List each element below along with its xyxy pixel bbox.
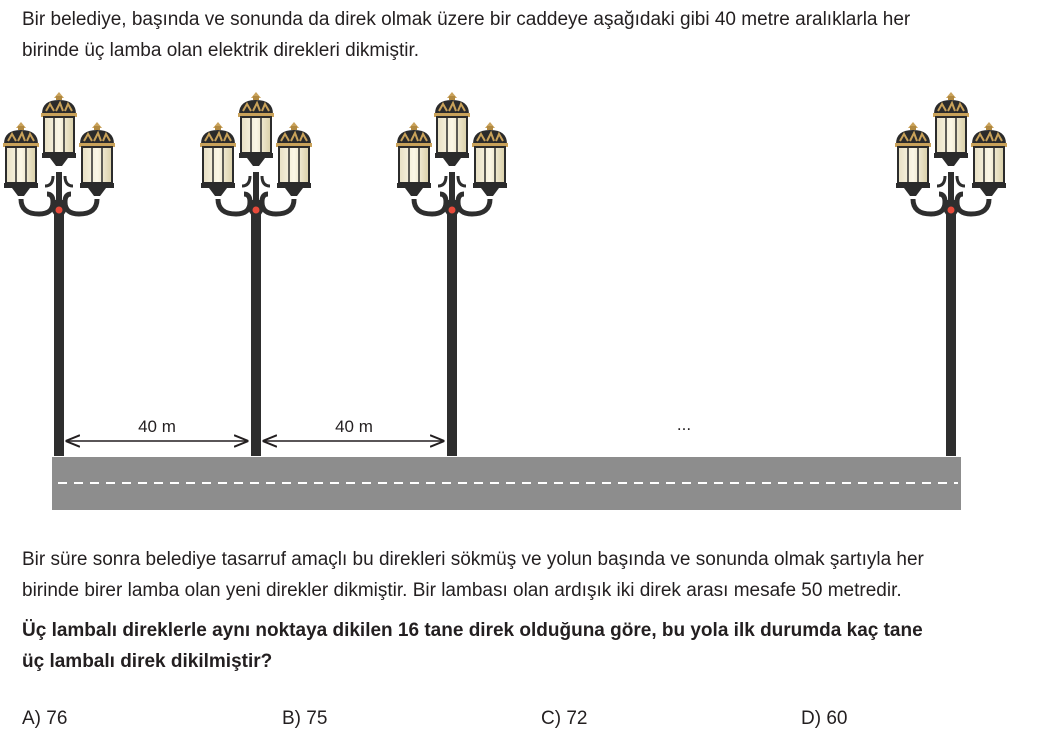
- lamppost-1: [3, 92, 115, 456]
- lamppost-last: [895, 92, 1007, 456]
- ellipsis-label: ...: [676, 415, 692, 434]
- option-b[interactable]: B) 75: [282, 708, 328, 729]
- option-d[interactable]: D) 60: [801, 708, 848, 729]
- distance-label-1: 40 m: [138, 417, 176, 436]
- distance-label-2: 40 m: [335, 417, 373, 436]
- question-line-2: üç lambalı direk dikilmiştir?: [22, 651, 273, 672]
- body-line-1: Bir süre sonra belediye tasarruf amaçlı bu direkleri sökmüş ve yolun başında ve sonunda olmak şartıyla her: [22, 549, 924, 570]
- street-lamps-figure: [0, 90, 1038, 520]
- intro-line-1: Bir belediye, başında ve sonunda da direk olmak üzere bir caddeye aşağıdaki gibi 40 metre aralıklarla her: [22, 9, 911, 30]
- lamppost-2: [200, 92, 312, 456]
- option-c[interactable]: C) 72: [541, 708, 588, 729]
- question-line-1: Üç lambalı direklerle aynı noktaya dikilen 16 tane direk olduğuna göre, bu yola ilk durumda kaç tane: [22, 620, 923, 641]
- intro-line-2: birinde üç lamba olan elektrik direkleri dikmiştir.: [22, 40, 420, 61]
- question-paragraph: [22, 615, 1022, 677]
- body-line-2: birinde birer lamba olan yeni direkler dikmiştir. Bir lambası olan ardışık iki direk arası mesafe 50 metredir.: [22, 580, 902, 601]
- body-paragraph: [22, 544, 1022, 606]
- option-a[interactable]: A) 76: [22, 708, 68, 729]
- lamppost-3: [396, 92, 508, 456]
- intro-paragraph: [22, 4, 1022, 66]
